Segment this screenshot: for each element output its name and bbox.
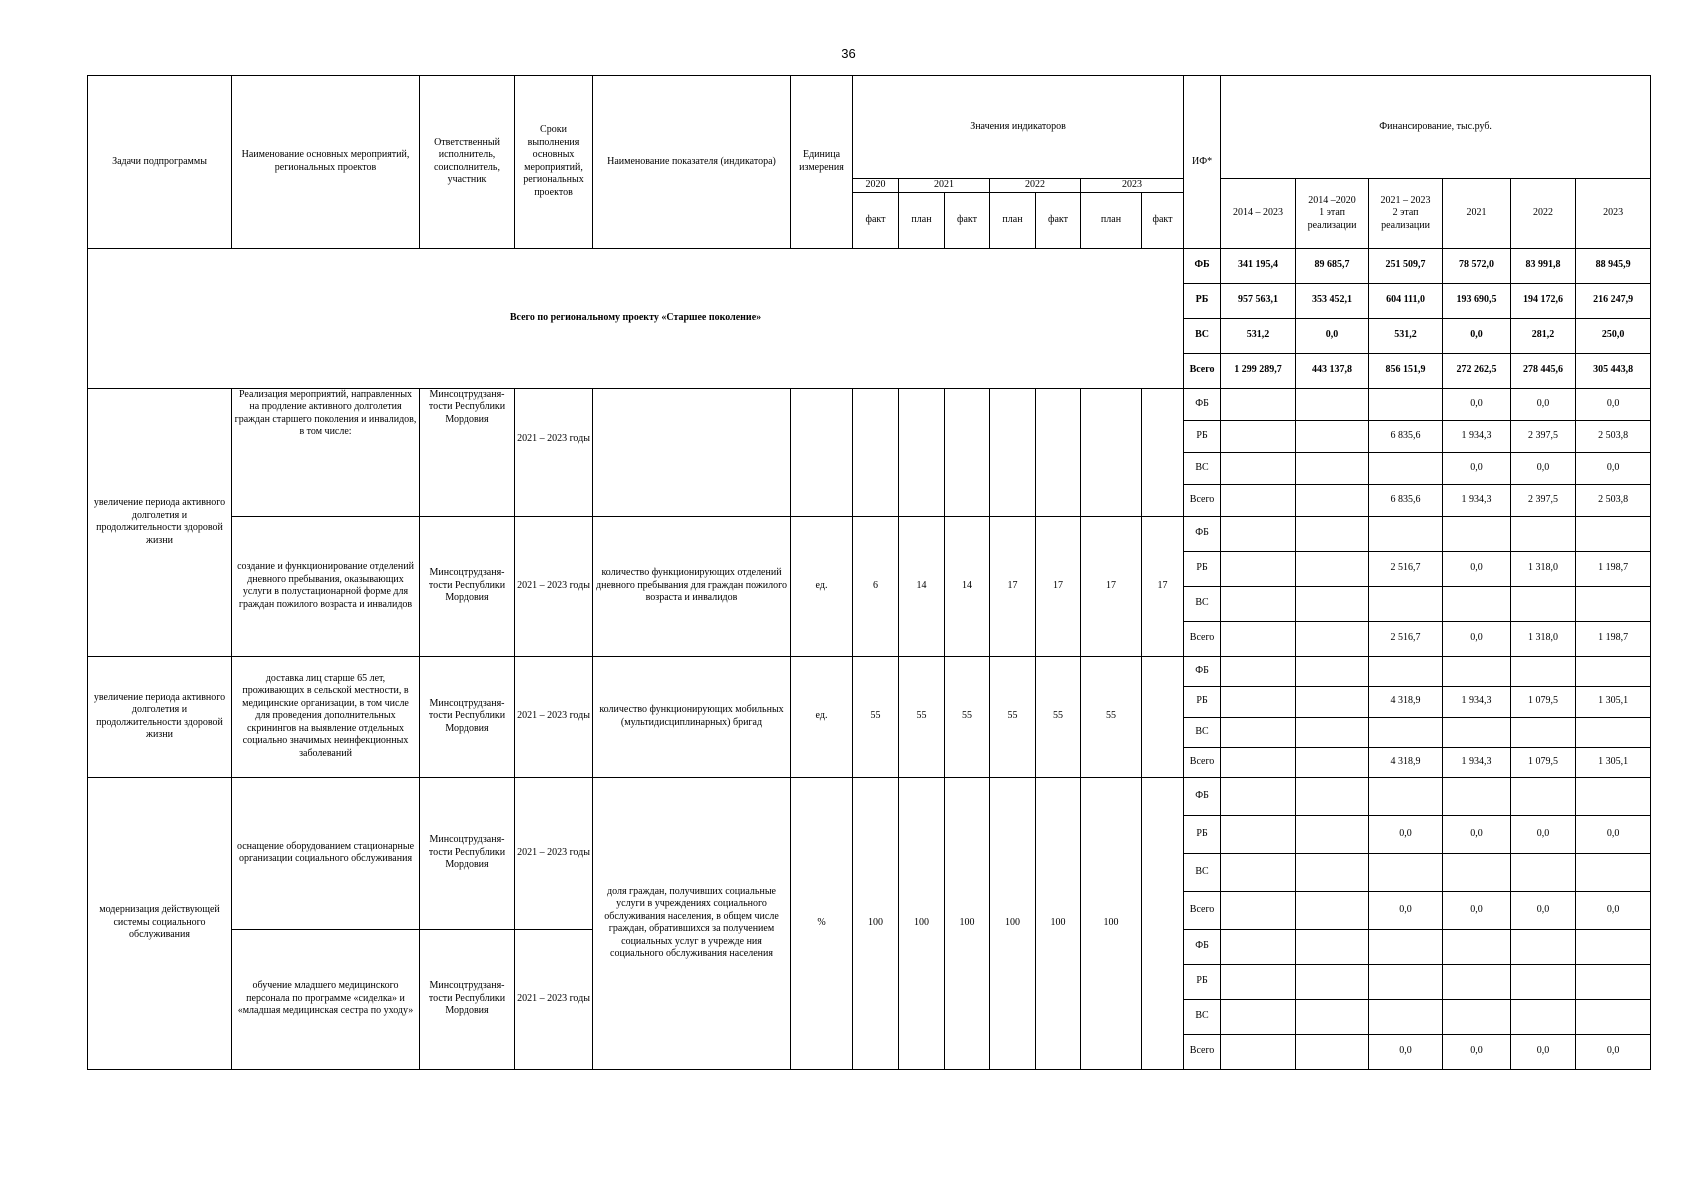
- fin-cell: [1511, 586, 1576, 621]
- fin-cell: 6 835,6: [1369, 420, 1443, 452]
- value-cell: 100: [1036, 777, 1081, 1069]
- fin-cell: [1221, 388, 1296, 420]
- fin-cell: 1 079,5: [1511, 686, 1576, 717]
- source-cell: РБ: [1184, 551, 1221, 586]
- fin-cell: 0,0: [1443, 815, 1511, 853]
- fin-cell: 0,0: [1576, 891, 1651, 929]
- fin-cell: [1576, 586, 1651, 621]
- header-tasks: Задачи подпрограммы: [88, 76, 232, 249]
- task-cell: увеличение периода активного долголетия и продолжительности здоровой жизни: [88, 388, 232, 656]
- fin-cell: [1221, 452, 1296, 484]
- header-fin-col-4: 2021: [1443, 179, 1511, 249]
- header-indicator-values: Значения индикаторов: [853, 76, 1184, 179]
- measure-name: создание и функционирование отделений дневного пребывания, оказывающих услуги в полустационарной форме для граждан пожилого возраста и инвалидов: [232, 516, 420, 656]
- s3m1-row-fb: [88, 777, 1651, 815]
- fin-cell: [1296, 516, 1369, 551]
- value-cell: [990, 388, 1036, 516]
- fin-cell: [1576, 516, 1651, 551]
- header-fact-plan: факт: [853, 192, 899, 248]
- source-cell: ФБ: [1184, 929, 1221, 964]
- terms-cell: 2021 – 2023 годы: [515, 929, 593, 1069]
- header-terms: Сроки выполнения основных мероприятий, региональных проектов: [515, 76, 593, 249]
- header-fin-col-2: 2014 –2020 1 этап реализации: [1296, 179, 1369, 249]
- terms-cell: 2021 – 2023 годы: [515, 777, 593, 929]
- fin-cell: 194 172,6: [1511, 283, 1576, 318]
- fin-cell: [1221, 516, 1296, 551]
- header-fact-plan: план: [990, 192, 1036, 248]
- fin-cell: 278 445,6: [1511, 353, 1576, 388]
- fin-cell: 1 305,1: [1576, 747, 1651, 777]
- fin-cell: [1369, 388, 1443, 420]
- fin-cell: 531,2: [1221, 318, 1296, 353]
- fin-cell: [1576, 717, 1651, 747]
- header-fact-plan: факт: [1036, 192, 1081, 248]
- source-cell: ВС: [1184, 853, 1221, 891]
- source-cell: ВС: [1184, 717, 1221, 747]
- fin-cell: 250,0: [1576, 318, 1651, 353]
- fin-cell: 0,0: [1511, 815, 1576, 853]
- value-cell: 55: [945, 656, 990, 777]
- fin-cell: [1443, 999, 1511, 1034]
- header-fin-col-1: 2014 – 2023: [1221, 179, 1296, 249]
- fin-cell: 251 509,7: [1369, 248, 1443, 283]
- indicator-cell: [593, 388, 791, 516]
- fin-cell: [1221, 747, 1296, 777]
- fin-cell: [1296, 452, 1369, 484]
- fin-cell: [1296, 929, 1369, 964]
- s2-row-fb: [88, 656, 1651, 686]
- header-fact-plan: план: [899, 192, 945, 248]
- fin-cell: [1296, 621, 1369, 656]
- fin-cell: [1369, 999, 1443, 1034]
- fin-cell: 1 305,1: [1576, 686, 1651, 717]
- value-cell: 100: [853, 777, 899, 1069]
- fin-cell: [1369, 929, 1443, 964]
- fin-cell: [1511, 717, 1576, 747]
- fin-cell: [1511, 656, 1576, 686]
- header-year-2022: 2022: [990, 179, 1081, 193]
- source-cell: ФБ: [1184, 516, 1221, 551]
- fin-cell: [1296, 484, 1369, 516]
- fin-cell: [1221, 551, 1296, 586]
- fin-cell: [1221, 964, 1296, 999]
- fin-cell: [1369, 717, 1443, 747]
- fin-cell: 6 835,6: [1369, 484, 1443, 516]
- value-cell: 55: [853, 656, 899, 777]
- fin-cell: [1221, 853, 1296, 891]
- measure-name: оснащение оборудованием стационарные организации социального обслуживания: [232, 777, 420, 929]
- fin-cell: [1296, 815, 1369, 853]
- fin-cell: [1369, 853, 1443, 891]
- fin-cell: [1511, 964, 1576, 999]
- task-cell: увеличение периода активного долголетия и продолжительности здоровой жизни: [88, 656, 232, 777]
- program-table: [87, 75, 1651, 1070]
- fin-cell: [1576, 656, 1651, 686]
- fin-cell: 1 079,5: [1511, 747, 1576, 777]
- s1m1-row-fb: [88, 388, 1651, 420]
- fin-cell: [1369, 656, 1443, 686]
- fin-cell: 1 934,3: [1443, 420, 1511, 452]
- value-cell: [853, 388, 899, 516]
- source-cell: Всего: [1184, 621, 1221, 656]
- fin-cell: [1221, 586, 1296, 621]
- header-year-2021: 2021: [899, 179, 990, 193]
- fin-cell: 0,0: [1576, 388, 1651, 420]
- header-measures: Наименование основных мероприятий, региональных проектов: [232, 76, 420, 249]
- fin-cell: 1 934,3: [1443, 686, 1511, 717]
- header-fin-col-3: 2021 – 2023 2 этап реализации: [1369, 179, 1443, 249]
- executor-cell: Минсоцтрудзаня-тости Республики Мордовия: [420, 516, 515, 656]
- fin-cell: 0,0: [1443, 891, 1511, 929]
- fin-cell: 2 397,5: [1511, 484, 1576, 516]
- fin-cell: 0,0: [1443, 1034, 1511, 1069]
- source-cell: Всего: [1184, 747, 1221, 777]
- fin-cell: 0,0: [1443, 318, 1511, 353]
- fin-cell: [1296, 717, 1369, 747]
- fin-cell: [1443, 929, 1511, 964]
- fin-cell: 305 443,8: [1576, 353, 1651, 388]
- fin-cell: 0,0: [1296, 318, 1369, 353]
- indicator-cell: доля граждан, получивших социальные услуги в учреждениях социального обслуживания населения, в общем числе граждан, обратившихся за получением социальных услуг в учрежде ния социального обслуживания населения: [593, 777, 791, 1069]
- fin-cell: 604 111,0: [1369, 283, 1443, 318]
- fin-cell: 0,0: [1443, 551, 1511, 586]
- fin-cell: 0,0: [1511, 1034, 1576, 1069]
- fin-cell: 353 452,1: [1296, 283, 1369, 318]
- fin-cell: 531,2: [1369, 318, 1443, 353]
- fin-cell: [1296, 586, 1369, 621]
- source-cell: Всего: [1184, 891, 1221, 929]
- source-cell: ВС: [1184, 586, 1221, 621]
- header-source: ИФ*: [1184, 76, 1221, 249]
- fin-cell: [1369, 964, 1443, 999]
- total-label: Всего по региональному проекту «Старшее поколение»: [88, 248, 1184, 388]
- fin-cell: [1443, 853, 1511, 891]
- executor-cell: Минсоцтрудзаня-тости Республики Мордовия: [420, 929, 515, 1069]
- fin-cell: [1576, 777, 1651, 815]
- fin-cell: [1369, 452, 1443, 484]
- source-cell: ВС: [1184, 999, 1221, 1034]
- fin-cell: [1296, 891, 1369, 929]
- header-fin-col-6: 2023: [1576, 179, 1651, 249]
- header-fact-plan: факт: [1142, 192, 1184, 248]
- unit-cell: %: [791, 777, 853, 1069]
- fin-cell: [1443, 516, 1511, 551]
- fin-cell: [1221, 777, 1296, 815]
- value-cell: 14: [945, 516, 990, 656]
- fin-cell: [1221, 891, 1296, 929]
- fin-cell: [1221, 484, 1296, 516]
- source-cell: ВС: [1184, 452, 1221, 484]
- fin-cell: 0,0: [1576, 452, 1651, 484]
- fin-cell: 0,0: [1511, 388, 1576, 420]
- fin-cell: [1511, 929, 1576, 964]
- source-cell: ФБ: [1184, 656, 1221, 686]
- fin-cell: 0,0: [1369, 815, 1443, 853]
- fin-cell: [1221, 717, 1296, 747]
- fin-cell: 0,0: [1576, 1034, 1651, 1069]
- source-cell: РБ: [1184, 283, 1221, 318]
- fin-cell: [1576, 929, 1651, 964]
- terms-cell: 2021 – 2023 годы: [515, 656, 593, 777]
- source-cell: Всего: [1184, 484, 1221, 516]
- fin-cell: 272 262,5: [1443, 353, 1511, 388]
- fin-cell: 89 685,7: [1296, 248, 1369, 283]
- fin-cell: 1 934,3: [1443, 747, 1511, 777]
- unit-cell: [791, 388, 853, 516]
- fin-cell: 2 503,8: [1576, 420, 1651, 452]
- value-cell: 17: [1036, 516, 1081, 656]
- fin-cell: [1369, 516, 1443, 551]
- unit-cell: ед.: [791, 516, 853, 656]
- fin-cell: [1576, 853, 1651, 891]
- fin-cell: 957 563,1: [1221, 283, 1296, 318]
- s1m2-row-fb: [88, 516, 1651, 551]
- terms-cell: 2021 – 2023 годы: [515, 388, 593, 516]
- fin-cell: [1296, 1034, 1369, 1069]
- fin-cell: 1 198,7: [1576, 621, 1651, 656]
- fin-cell: [1221, 656, 1296, 686]
- fin-cell: [1221, 815, 1296, 853]
- fin-cell: 193 690,5: [1443, 283, 1511, 318]
- fin-cell: [1511, 777, 1576, 815]
- fin-cell: [1221, 621, 1296, 656]
- header-fin-col-5: 2022: [1511, 179, 1576, 249]
- fin-cell: 2 503,8: [1576, 484, 1651, 516]
- fin-cell: [1221, 1034, 1296, 1069]
- fin-cell: 4 318,9: [1369, 686, 1443, 717]
- value-cell: 55: [1081, 656, 1142, 777]
- fin-cell: 0,0: [1511, 891, 1576, 929]
- fin-cell: [1443, 656, 1511, 686]
- fin-cell: [1296, 964, 1369, 999]
- page-number: 36: [841, 46, 856, 61]
- total-row-fb: [88, 248, 1651, 283]
- fin-cell: 0,0: [1443, 388, 1511, 420]
- fin-cell: [1221, 686, 1296, 717]
- measure-name: доставка лиц старше 65 лет, проживающих в сельской местности, в медицинские организации, в том числе для проведения дополнительных скринингов на выявление отдельных социально значимых неинфекционных заболеваний: [232, 656, 420, 777]
- fin-cell: 2 397,5: [1511, 420, 1576, 452]
- fin-cell: 4 318,9: [1369, 747, 1443, 777]
- fin-cell: 1 198,7: [1576, 551, 1651, 586]
- header-financing: Финансирование, тыс.руб.: [1221, 76, 1651, 179]
- fin-cell: [1443, 964, 1511, 999]
- fin-cell: 83 991,8: [1511, 248, 1576, 283]
- value-cell: 55: [990, 656, 1036, 777]
- fin-cell: [1221, 420, 1296, 452]
- source-cell: РБ: [1184, 420, 1221, 452]
- source-cell: Всего: [1184, 1034, 1221, 1069]
- measure-name: Реализация мероприятий, направленных на продление активного долголетия граждан старшего поколения и инвалидов, в том числе:: [232, 388, 420, 516]
- fin-cell: 1 318,0: [1511, 551, 1576, 586]
- fin-cell: [1576, 964, 1651, 999]
- fin-cell: [1511, 516, 1576, 551]
- fin-cell: [1221, 999, 1296, 1034]
- value-cell: 100: [990, 777, 1036, 1069]
- value-cell: [1142, 777, 1184, 1069]
- fin-cell: [1576, 999, 1651, 1034]
- value-cell: 17: [1081, 516, 1142, 656]
- header-row-1: [88, 76, 1651, 179]
- value-cell: 55: [899, 656, 945, 777]
- fin-cell: [1296, 853, 1369, 891]
- fin-cell: 281,2: [1511, 318, 1576, 353]
- executor-cell: Минсоцтрудзаня-тости Республики Мордовия: [420, 656, 515, 777]
- value-cell: [1142, 656, 1184, 777]
- header-fact-plan: факт: [945, 192, 990, 248]
- fin-cell: 1 318,0: [1511, 621, 1576, 656]
- value-cell: 17: [1142, 516, 1184, 656]
- fin-cell: [1443, 717, 1511, 747]
- fin-cell: 443 137,8: [1296, 353, 1369, 388]
- fin-cell: [1443, 586, 1511, 621]
- source-cell: ФБ: [1184, 777, 1221, 815]
- terms-cell: 2021 – 2023 годы: [515, 516, 593, 656]
- value-cell: [899, 388, 945, 516]
- fin-cell: [1369, 777, 1443, 815]
- fin-cell: 1 934,3: [1443, 484, 1511, 516]
- fin-cell: 0,0: [1511, 452, 1576, 484]
- executor-cell: Минсоцтрудзаня-тости Республики Мордовия: [420, 777, 515, 929]
- source-cell: ФБ: [1184, 388, 1221, 420]
- fin-cell: [1296, 686, 1369, 717]
- value-cell: 100: [899, 777, 945, 1069]
- fin-cell: [1296, 777, 1369, 815]
- measure-name: обучение младшего медицинского персонала по программе «сиделка» и «младшая медицинская сестра по уходу»: [232, 929, 420, 1069]
- fin-cell: [1296, 388, 1369, 420]
- fin-cell: [1443, 777, 1511, 815]
- fin-cell: [1296, 420, 1369, 452]
- fin-cell: [1296, 747, 1369, 777]
- fin-cell: [1296, 551, 1369, 586]
- value-cell: 100: [1081, 777, 1142, 1069]
- fin-cell: [1296, 999, 1369, 1034]
- value-cell: [945, 388, 990, 516]
- indicator-cell: количество функционирующих мобильных (мультидисциплинарных) бригад: [593, 656, 791, 777]
- value-cell: [1036, 388, 1081, 516]
- source-cell: РБ: [1184, 686, 1221, 717]
- header-executor: Ответственный исполнитель, соисполнитель, участник: [420, 76, 515, 249]
- task-cell: модернизация действующей системы социального обслуживания: [88, 777, 232, 1069]
- fin-cell: 0,0: [1369, 1034, 1443, 1069]
- header-indicator-name: Наименование показателя (индикатора): [593, 76, 791, 249]
- unit-cell: ед.: [791, 656, 853, 777]
- value-cell: 55: [1036, 656, 1081, 777]
- fin-cell: [1221, 929, 1296, 964]
- source-cell: Всего: [1184, 353, 1221, 388]
- value-cell: [1142, 388, 1184, 516]
- value-cell: 14: [899, 516, 945, 656]
- executor-cell: Минсоцтрудзаня-тости Республики Мордовия: [420, 388, 515, 516]
- source-cell: ВС: [1184, 318, 1221, 353]
- fin-cell: [1369, 586, 1443, 621]
- fin-cell: 856 151,9: [1369, 353, 1443, 388]
- header-year-2023: 2023: [1081, 179, 1184, 193]
- fin-cell: 0,0: [1443, 452, 1511, 484]
- fin-cell: 341 195,4: [1221, 248, 1296, 283]
- header-unit: Единица измерения: [791, 76, 853, 249]
- fin-cell: 0,0: [1443, 621, 1511, 656]
- indicator-cell: количество функционирующих отделений дневного пребывания для граждан пожилого возраста и инвалидов: [593, 516, 791, 656]
- fin-cell: 0,0: [1369, 891, 1443, 929]
- fin-cell: [1511, 999, 1576, 1034]
- value-cell: 17: [990, 516, 1036, 656]
- fin-cell: 2 516,7: [1369, 551, 1443, 586]
- fin-cell: 216 247,9: [1576, 283, 1651, 318]
- fin-cell: 88 945,9: [1576, 248, 1651, 283]
- header-year-2020: 2020: [853, 179, 899, 193]
- fin-cell: 78 572,0: [1443, 248, 1511, 283]
- source-cell: РБ: [1184, 815, 1221, 853]
- fin-cell: [1511, 853, 1576, 891]
- value-cell: 100: [945, 777, 990, 1069]
- source-cell: РБ: [1184, 964, 1221, 999]
- value-cell: 6: [853, 516, 899, 656]
- header-fact-plan: план: [1081, 192, 1142, 248]
- fin-cell: 2 516,7: [1369, 621, 1443, 656]
- source-cell: ФБ: [1184, 248, 1221, 283]
- fin-cell: [1296, 656, 1369, 686]
- fin-cell: 1 299 289,7: [1221, 353, 1296, 388]
- fin-cell: 0,0: [1576, 815, 1651, 853]
- value-cell: [1081, 388, 1142, 516]
